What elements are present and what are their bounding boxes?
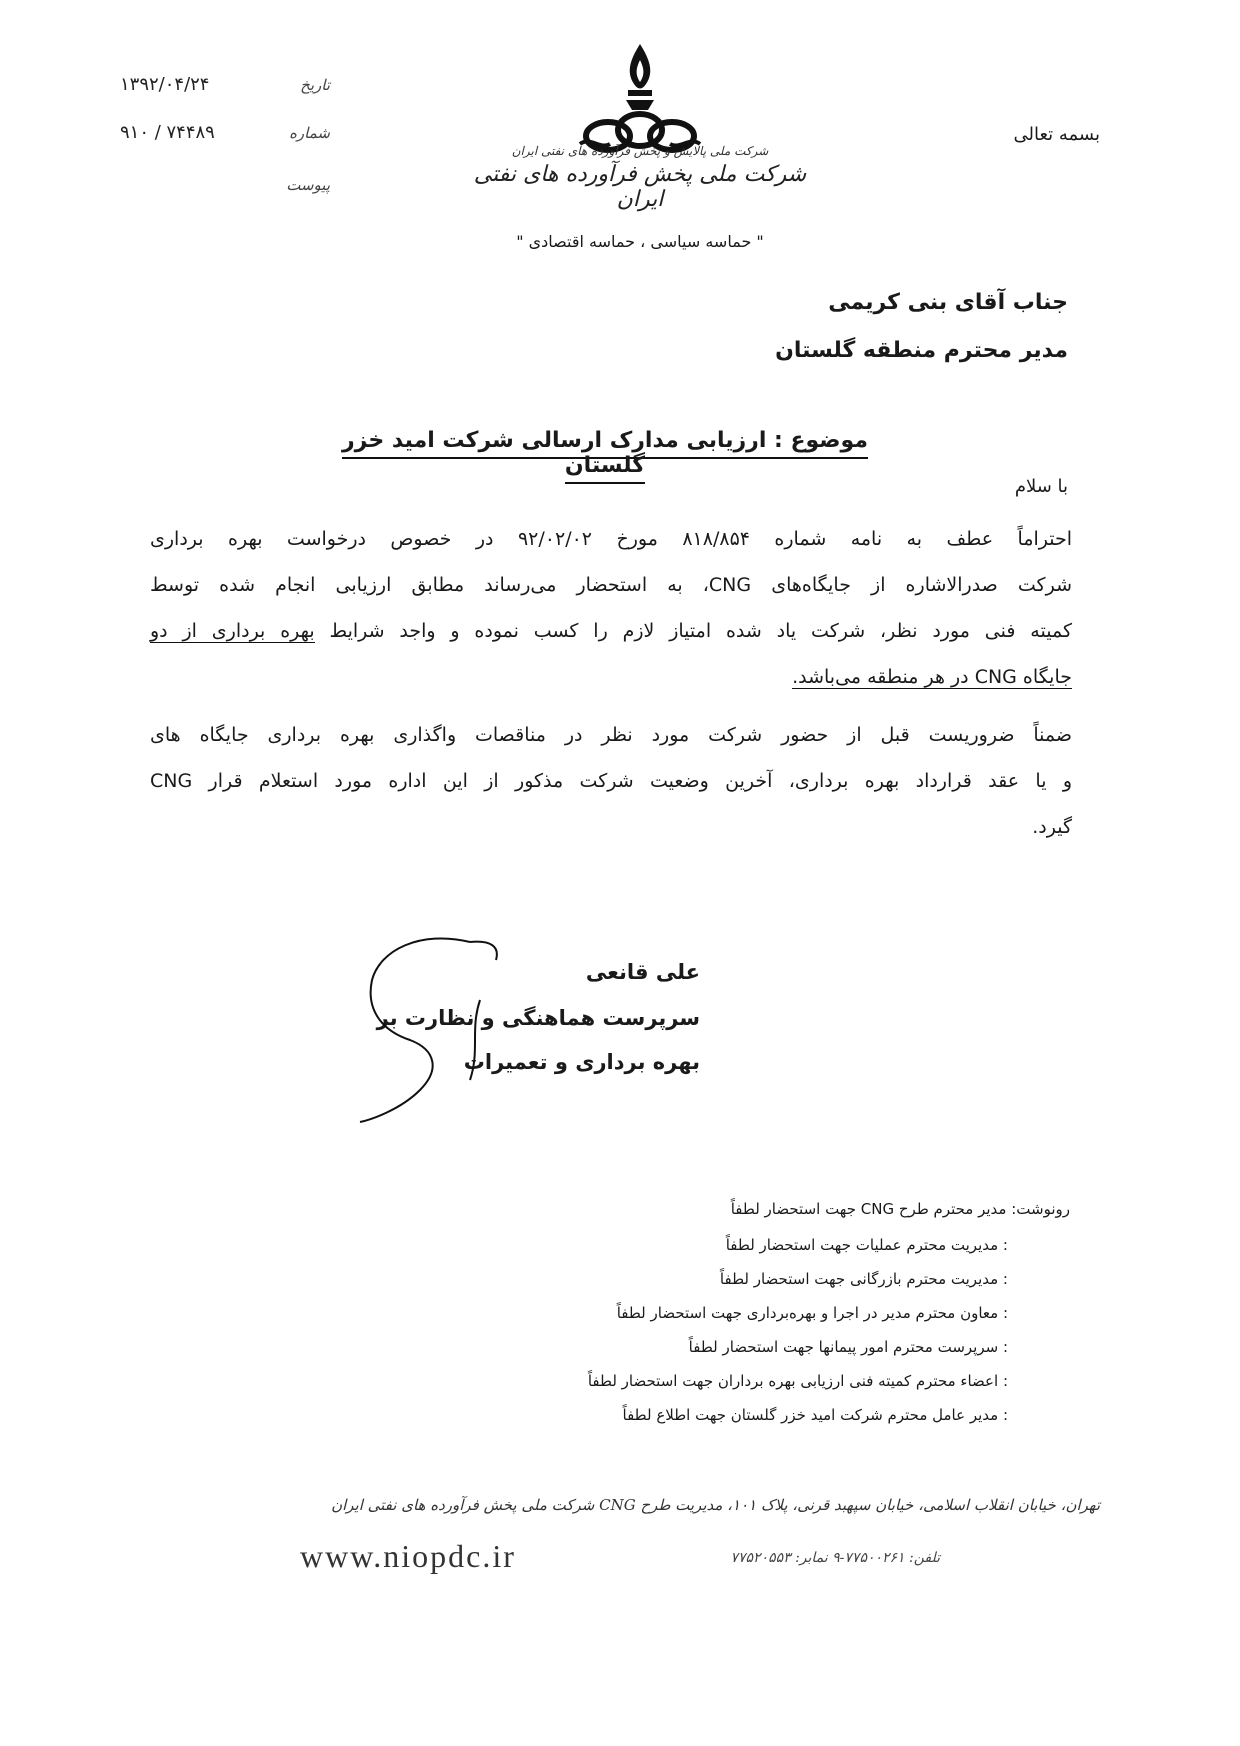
number-label: شماره xyxy=(289,124,330,142)
date-value: ۱۳۹۲/۰۴/۲۴ xyxy=(120,74,210,95)
cc-item-7: : مدیر عامل محترم شرکت امید خزر گلستان جهت اطلاع لطفاً xyxy=(622,1406,1008,1424)
date-label: تاریخ xyxy=(300,76,330,94)
body-line-2: شرکت صدرالاشاره از جایگاه‌های CNG، به استحضار می‌رساند مطابق ارزیابی انجام شده توسط xyxy=(150,574,1072,596)
body-line-1: احتراماً عطف به نامه شماره ۸۱۸/۸۵۴ مورخ ۹۲/۰۲/۰۲ در خصوص درخواست بهره برداری xyxy=(150,528,1073,550)
body-line-4-underlined: جایگاه CNG در هر منطقه می‌باشد. xyxy=(792,666,1072,688)
cc-item-4: : معاون محترم مدیر در اجرا و بهره‌برداری جهت استحضار لطفاً xyxy=(616,1304,1008,1322)
company-subtitle: شرکت ملی پالایش و پخش فرآورده های نفتی ایران xyxy=(511,144,769,158)
basmala: بسمه تعالی xyxy=(1013,124,1100,145)
signatory-title-2: بهره برداری و تعمیرات xyxy=(463,1050,700,1074)
cc-item-5: : سرپرست محترم امور پیمانها جهت استحضار لطفاً xyxy=(688,1338,1008,1356)
body-line-3b-underlined: بهره برداری از دو xyxy=(150,620,315,642)
recipient-name: جناب آقای بنی کریمی xyxy=(828,290,1068,315)
footer-address: تهران، خیابان انقلاب اسلامی، خیابان سپهبد قرنی، پلاک ۱۰۱، مدیریت طرح CNG شرکت ملی پخش فرآورده های نفتی ایران xyxy=(331,1496,1100,1514)
attachment-label: پیوست xyxy=(286,176,330,194)
signatory-name: علی قانعی xyxy=(585,960,700,984)
cc-item-6: : اعضاء محترم کمیته فنی ارزیابی بهره برداران جهت استحضار لطفاً xyxy=(587,1372,1008,1390)
cc-item-1: رونوشت: مدیر محترم طرح CNG جهت استحضار لطفاً xyxy=(730,1200,1070,1218)
cc-item-3: : مدیریت محترم بازرگانی جهت استحضار لطفاً xyxy=(719,1270,1008,1288)
footer-phone: تلفن: ۷۷۵۰۰۲۶۱-۹ نمابر: ۷۷۵۲۰۵۵۳ xyxy=(730,1550,940,1566)
greeting: با سلام xyxy=(1014,476,1068,497)
company-name: شرکت ملی پخش فرآورده های نفتی ایران xyxy=(473,162,807,212)
signatory-title-1: سرپرست هماهنگی و نظارت بر xyxy=(376,1006,700,1030)
body-line-5: ضمناً ضروریست قبل از حضور شرکت مورد نظر در مناقصات واگذاری بهره برداری جایگاه های xyxy=(150,724,1072,746)
footer-website: www.niopdc.ir xyxy=(300,1538,516,1574)
body-line-6: CNG و یا عقد قرارداد بهره برداری، آخرین وضعیت شرکت مذکور از این اداره مورد استعلام قرار xyxy=(150,770,1072,792)
cc-item-2: : مدیریت محترم عملیات جهت استحضار لطفاً xyxy=(725,1236,1008,1254)
recipient-title: مدیر محترم منطقه گلستان xyxy=(775,338,1068,363)
number-value: ۹۱۰ / ۷۴۴۸۹ xyxy=(120,122,215,143)
body-line-3a: کمیته فنی مورد نظر، شرکت یاد شده امتیاز لازم را کسب نموده و واجد شرایط xyxy=(314,620,1072,642)
slogan: " حماسه سیاسی ، حماسه اقتصادی " xyxy=(516,232,764,251)
subject-text: موضوع : ارزیابی مدارک ارسالی شرکت امید خزر گلستان xyxy=(342,428,868,484)
body-line-7: گیرد. xyxy=(1032,816,1072,838)
